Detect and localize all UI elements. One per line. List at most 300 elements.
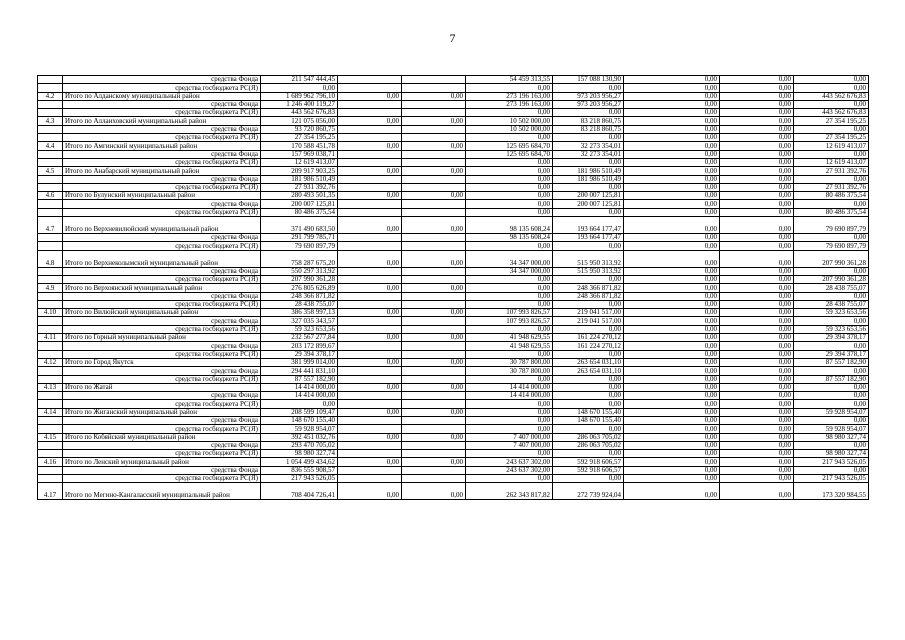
row-number-cell: 4.10 <box>38 309 63 317</box>
column-7-cell: 0,00 <box>720 109 794 117</box>
column-7-cell: 0,00 <box>720 483 794 500</box>
column-2-cell <box>338 183 402 191</box>
column-7-cell: 0,00 <box>720 466 794 474</box>
column-8-cell: 79 690 897,79 <box>794 217 869 234</box>
column-3-cell <box>402 367 466 375</box>
table-row <box>38 150 869 158</box>
column-8-cell: 0,00 <box>794 392 869 400</box>
total-cell: 80 486 375,54 <box>261 208 338 216</box>
column-3-cell <box>402 200 466 208</box>
column-3-cell: 0,00 <box>402 458 466 466</box>
column-6-cell: 0,00 <box>624 175 720 183</box>
total-cell: 1 246 400 119,27 <box>261 100 338 108</box>
table-row <box>38 267 869 275</box>
funding-source-label: средства Фонда <box>63 367 261 375</box>
column-7-cell: 0,00 <box>720 400 794 408</box>
column-5-cell: 0,00 <box>553 350 624 358</box>
column-2-cell <box>338 416 402 424</box>
table-row <box>38 125 869 133</box>
total-cell: 208 599 109,47 <box>261 408 338 416</box>
column-7-cell: 0,00 <box>720 458 794 466</box>
table-row <box>38 392 869 400</box>
column-4-cell: 0,00 <box>466 284 553 292</box>
row-number-cell <box>38 367 63 375</box>
column-6-cell: 0,00 <box>624 450 720 458</box>
column-5-cell: 161 224 270,12 <box>553 342 624 350</box>
column-8-cell: 27 354 195,25 <box>794 117 869 125</box>
funding-source-label: средства Фонда <box>63 200 261 208</box>
column-4-cell: 0,00 <box>466 242 553 250</box>
row-number-cell: 4.3 <box>38 117 63 125</box>
column-8-cell: 80 486 375,54 <box>794 192 869 200</box>
row-number-cell: 4.15 <box>38 433 63 441</box>
total-cell: 276 805 626,89 <box>261 284 338 292</box>
table-row <box>38 466 869 474</box>
column-6-cell: 0,00 <box>624 150 720 158</box>
column-6-cell: 0,00 <box>624 425 720 433</box>
column-7-cell: 0,00 <box>720 250 794 267</box>
total-cell: 59 323 653,56 <box>261 325 338 333</box>
column-8-cell: 173 320 984,55 <box>794 483 869 500</box>
column-4-cell: 54 459 313,55 <box>466 76 553 84</box>
table-row <box>38 375 869 383</box>
column-4-cell: 0,00 <box>466 134 553 142</box>
table-row <box>38 400 869 408</box>
column-2-cell: 0,00 <box>338 142 402 150</box>
column-3-cell: 0,00 <box>402 433 466 441</box>
column-5-cell: 193 664 177,47 <box>553 217 624 234</box>
total-cell: 29 394 378,17 <box>261 350 338 358</box>
column-8-cell: 0,00 <box>794 400 869 408</box>
column-5-cell: 286 063 705,02 <box>553 441 624 449</box>
column-2-cell <box>338 342 402 350</box>
column-3-cell: 0,00 <box>402 142 466 150</box>
total-cell: 708 404 726,41 <box>261 483 338 500</box>
district-total-label: Итого по Аллаиховский муниципальный район <box>63 117 261 125</box>
total-cell: 121 075 056,00 <box>261 117 338 125</box>
column-6-cell: 0,00 <box>624 284 720 292</box>
column-3-cell: 0,00 <box>402 284 466 292</box>
column-6-cell: 0,00 <box>624 325 720 333</box>
column-8-cell: 443 562 676,83 <box>794 92 869 100</box>
column-5-cell: 200 007 125,81 <box>553 192 624 200</box>
column-2-cell: 0,00 <box>338 284 402 292</box>
row-number-cell <box>38 425 63 433</box>
column-7-cell: 0,00 <box>720 134 794 142</box>
column-4-cell: 273 196 163,00 <box>466 92 553 100</box>
funding-table <box>37 75 869 500</box>
column-6-cell: 0,00 <box>624 76 720 84</box>
table-row <box>38 217 869 234</box>
column-4-cell: 98 135 608,24 <box>466 217 553 234</box>
column-5-cell: 219 041 517,00 <box>553 309 624 317</box>
column-5-cell: 515 950 313,92 <box>553 267 624 275</box>
column-6-cell: 0,00 <box>624 317 720 325</box>
table-row <box>38 208 869 216</box>
column-6-cell: 0,00 <box>624 292 720 300</box>
column-8-cell: 0,00 <box>794 84 869 92</box>
column-6-cell: 0,00 <box>624 342 720 350</box>
column-5-cell: 32 273 354,01 <box>553 142 624 150</box>
column-5-cell: 0,00 <box>553 275 624 283</box>
row-number-cell: 4.13 <box>38 383 63 391</box>
total-cell: 157 969 038,71 <box>261 150 338 158</box>
column-8-cell: 0,00 <box>794 416 869 424</box>
row-number-cell <box>38 158 63 166</box>
column-8-cell: 28 438 755,07 <box>794 300 869 308</box>
column-2-cell: 0,00 <box>338 167 402 175</box>
column-4-cell: 107 993 826,57 <box>466 309 553 317</box>
table-row <box>38 242 869 250</box>
column-7-cell: 0,00 <box>720 309 794 317</box>
column-5-cell: 0,00 <box>553 183 624 191</box>
column-2-cell: 0,00 <box>338 483 402 500</box>
column-4-cell: 0,00 <box>466 275 553 283</box>
row-number-cell <box>38 234 63 242</box>
total-cell: 209 917 903,25 <box>261 167 338 175</box>
column-4-cell: 243 637 302,00 <box>466 466 553 474</box>
row-number-cell <box>38 200 63 208</box>
column-4-cell: 243 637 302,00 <box>466 458 553 466</box>
column-3-cell <box>402 441 466 449</box>
column-7-cell: 0,00 <box>720 158 794 166</box>
district-total-label: Итого по Горный муниципальный район <box>63 334 261 342</box>
funding-source-label: средства Фонда <box>63 125 261 133</box>
column-4-cell: 0,00 <box>466 416 553 424</box>
column-7-cell: 0,00 <box>720 275 794 283</box>
column-4-cell: 0,00 <box>466 292 553 300</box>
row-number-cell: 4.17 <box>38 483 63 500</box>
column-5-cell: 263 654 031,10 <box>553 367 624 375</box>
column-8-cell: 0,00 <box>794 150 869 158</box>
column-2-cell <box>338 100 402 108</box>
column-2-cell <box>338 175 402 183</box>
table-row <box>38 342 869 350</box>
column-4-cell: 0,00 <box>466 175 553 183</box>
column-7-cell: 0,00 <box>720 425 794 433</box>
column-8-cell: 28 438 755,07 <box>794 284 869 292</box>
column-6-cell: 0,00 <box>624 134 720 142</box>
column-6-cell: 0,00 <box>624 367 720 375</box>
table-row <box>38 234 869 242</box>
table-row <box>38 483 869 500</box>
column-4-cell: 0,00 <box>466 400 553 408</box>
row-number-cell <box>38 441 63 449</box>
column-3-cell <box>402 84 466 92</box>
column-7-cell: 0,00 <box>720 125 794 133</box>
row-number-cell: 4.6 <box>38 192 63 200</box>
table-row <box>38 158 869 166</box>
table-row <box>38 408 869 416</box>
column-8-cell: 27 931 392,76 <box>794 183 869 191</box>
column-4-cell: 30 787 800,00 <box>466 367 553 375</box>
total-cell: 211 547 444,45 <box>261 76 338 84</box>
total-cell: 12 619 413,07 <box>261 158 338 166</box>
column-5-cell: 248 366 871,82 <box>553 284 624 292</box>
funding-source-label: средства госбюджета РС(Я) <box>63 450 261 458</box>
column-2-cell <box>338 200 402 208</box>
row-number-cell <box>38 275 63 283</box>
table-row <box>38 284 869 292</box>
column-8-cell: 443 562 676,83 <box>794 109 869 117</box>
column-2-cell <box>338 450 402 458</box>
column-5-cell: 592 918 606,57 <box>553 466 624 474</box>
table-row <box>38 117 869 125</box>
column-2-cell <box>338 158 402 166</box>
column-3-cell <box>402 392 466 400</box>
table-row <box>38 167 869 175</box>
funding-source-label: средства Фонда <box>63 175 261 183</box>
table-row <box>38 142 869 150</box>
column-7-cell: 0,00 <box>720 208 794 216</box>
district-total-label: Итого по Верхоянский муниципальный район <box>63 284 261 292</box>
column-3-cell: 0,00 <box>402 117 466 125</box>
row-number-cell <box>38 466 63 474</box>
table-row <box>38 183 869 191</box>
table-row <box>38 300 869 308</box>
total-cell: 79 690 897,79 <box>261 242 338 250</box>
column-6-cell: 0,00 <box>624 234 720 242</box>
column-7-cell: 0,00 <box>720 441 794 449</box>
row-number-cell <box>38 375 63 383</box>
column-7-cell: 0,00 <box>720 200 794 208</box>
total-cell: 836 555 908,57 <box>261 466 338 474</box>
funding-source-label: средства Фонда <box>63 392 261 400</box>
total-cell: 170 588 451,78 <box>261 142 338 150</box>
column-7-cell: 0,00 <box>720 217 794 234</box>
table-row <box>38 200 869 208</box>
column-3-cell <box>402 450 466 458</box>
row-number-cell <box>38 242 63 250</box>
table-row <box>38 416 869 424</box>
column-3-cell <box>402 158 466 166</box>
funding-source-label: средства госбюджета РС(Я) <box>63 325 261 333</box>
row-number-cell: 4.7 <box>38 217 63 234</box>
column-4-cell: 98 135 608,24 <box>466 234 553 242</box>
table-row <box>38 76 869 84</box>
column-4-cell: 41 948 629,55 <box>466 334 553 342</box>
column-5-cell: 148 670 155,40 <box>553 408 624 416</box>
column-4-cell: 262 343 817,82 <box>466 483 553 500</box>
row-number-cell <box>38 450 63 458</box>
funding-source-label: средства Фонда <box>63 342 261 350</box>
row-number-cell <box>38 134 63 142</box>
column-5-cell: 32 273 354,01 <box>553 150 624 158</box>
column-7-cell: 0,00 <box>720 183 794 191</box>
total-cell: 59 928 954,07 <box>261 425 338 433</box>
total-cell: 280 493 501,35 <box>261 192 338 200</box>
column-4-cell: 0,00 <box>466 167 553 175</box>
district-total-label: Итого по Верхнеколымский муниципальный район <box>63 250 261 267</box>
column-8-cell: 207 990 361,28 <box>794 275 869 283</box>
column-5-cell: 0,00 <box>553 475 624 483</box>
funding-source-label: средства Фонда <box>63 292 261 300</box>
funding-source-label: средства госбюджета РС(Я) <box>63 158 261 166</box>
column-8-cell: 27 354 195,25 <box>794 134 869 142</box>
column-2-cell: 0,00 <box>338 92 402 100</box>
total-cell: 181 986 510,49 <box>261 175 338 183</box>
column-2-cell <box>338 400 402 408</box>
column-2-cell: 0,00 <box>338 433 402 441</box>
column-6-cell: 0,00 <box>624 433 720 441</box>
column-2-cell: 0,00 <box>338 250 402 267</box>
column-4-cell: 0,00 <box>466 425 553 433</box>
district-total-label: Итого по Кобяйский муниципальный район <box>63 433 261 441</box>
column-7-cell: 0,00 <box>720 76 794 84</box>
funding-source-label: средства госбюджета РС(Я) <box>63 134 261 142</box>
column-8-cell: 0,00 <box>794 441 869 449</box>
district-total-label: Итого по Булунский муниципальный район <box>63 192 261 200</box>
column-3-cell <box>402 350 466 358</box>
funding-source-label: средства госбюджета РС(Я) <box>63 275 261 283</box>
column-6-cell: 0,00 <box>624 100 720 108</box>
column-2-cell <box>338 300 402 308</box>
column-2-cell: 0,00 <box>338 192 402 200</box>
column-3-cell <box>402 325 466 333</box>
district-total-label: Итого по Ленский муниципальный район <box>63 458 261 466</box>
column-8-cell: 0,00 <box>794 234 869 242</box>
district-total-label: Итого по Жиганский муниципальный район <box>63 408 261 416</box>
column-6-cell: 0,00 <box>624 200 720 208</box>
column-5-cell: 83 218 860,75 <box>553 125 624 133</box>
row-number-cell: 4.16 <box>38 458 63 466</box>
column-5-cell: 0,00 <box>553 383 624 391</box>
district-total-label: Итого по Мегино-Кангаласский муниципальный район <box>63 483 261 500</box>
column-2-cell <box>338 267 402 275</box>
column-4-cell: 14 414 000,00 <box>466 383 553 391</box>
column-6-cell: 0,00 <box>624 167 720 175</box>
column-6-cell: 0,00 <box>624 158 720 166</box>
district-total-label: Итого по Вилюйский муниципальный район <box>63 309 261 317</box>
column-5-cell: 219 041 517,00 <box>553 317 624 325</box>
column-6-cell: 0,00 <box>624 408 720 416</box>
column-2-cell: 0,00 <box>338 117 402 125</box>
column-5-cell: 0,00 <box>553 375 624 383</box>
funding-source-label: средства Фонда <box>63 416 261 424</box>
column-7-cell: 0,00 <box>720 284 794 292</box>
column-8-cell: 12 619 413,07 <box>794 142 869 150</box>
column-8-cell: 29 394 378,17 <box>794 334 869 342</box>
total-cell: 443 562 676,83 <box>261 109 338 117</box>
column-3-cell <box>402 300 466 308</box>
column-6-cell: 0,00 <box>624 275 720 283</box>
row-number-cell <box>38 125 63 133</box>
row-number-cell: 4.2 <box>38 92 63 100</box>
column-3-cell: 0,00 <box>402 383 466 391</box>
column-5-cell: 0,00 <box>553 134 624 142</box>
column-5-cell: 286 063 705,02 <box>553 433 624 441</box>
column-4-cell: 0,00 <box>466 408 553 416</box>
column-7-cell: 0,00 <box>720 350 794 358</box>
total-cell: 217 943 526,05 <box>261 475 338 483</box>
funding-source-label: средства госбюджета РС(Я) <box>63 84 261 92</box>
column-3-cell <box>402 400 466 408</box>
column-3-cell: 0,00 <box>402 408 466 416</box>
column-4-cell: 10 502 000,00 <box>466 125 553 133</box>
column-4-cell: 0,00 <box>466 84 553 92</box>
total-cell: 14 414 000,00 <box>261 392 338 400</box>
funding-source-label: средства Фонда <box>63 234 261 242</box>
table-row <box>38 134 869 142</box>
column-4-cell: 0,00 <box>466 450 553 458</box>
column-3-cell <box>402 208 466 216</box>
column-7-cell: 0,00 <box>720 317 794 325</box>
column-7-cell: 0,00 <box>720 150 794 158</box>
column-2-cell <box>338 242 402 250</box>
column-2-cell <box>338 392 402 400</box>
column-6-cell: 0,00 <box>624 466 720 474</box>
column-7-cell: 0,00 <box>720 292 794 300</box>
table-row <box>38 441 869 449</box>
column-8-cell: 0,00 <box>794 200 869 208</box>
column-8-cell: 59 928 954,07 <box>794 408 869 416</box>
column-7-cell: 0,00 <box>720 375 794 383</box>
column-7-cell: 0,00 <box>720 100 794 108</box>
column-5-cell: 0,00 <box>553 84 624 92</box>
table-row <box>38 325 869 333</box>
column-7-cell: 0,00 <box>720 450 794 458</box>
total-cell: 758 287 675,20 <box>261 250 338 267</box>
table-row <box>38 317 869 325</box>
column-3-cell <box>402 134 466 142</box>
column-4-cell: 0,00 <box>466 109 553 117</box>
district-total-label: Итого по Анабарский муниципальный район <box>63 167 261 175</box>
table-row <box>38 433 869 441</box>
district-total-label: Итого по Амгинский муниципальный район <box>63 142 261 150</box>
column-3-cell <box>402 375 466 383</box>
column-2-cell <box>338 134 402 142</box>
column-4-cell: 0,00 <box>466 375 553 383</box>
row-number-cell <box>38 267 63 275</box>
column-3-cell: 0,00 <box>402 167 466 175</box>
column-2-cell <box>338 441 402 449</box>
row-number-cell <box>38 400 63 408</box>
funding-source-label: средства госбюджета РС(Я) <box>63 109 261 117</box>
total-cell: 200 007 125,81 <box>261 200 338 208</box>
funding-source-label: средства госбюджета РС(Я) <box>63 350 261 358</box>
column-4-cell: 0,00 <box>466 475 553 483</box>
total-cell: 293 470 705,02 <box>261 441 338 449</box>
column-3-cell <box>402 242 466 250</box>
total-cell: 371 490 683,50 <box>261 217 338 234</box>
column-7-cell: 0,00 <box>720 234 794 242</box>
total-cell: 294 441 831,10 <box>261 367 338 375</box>
column-8-cell: 0,00 <box>794 317 869 325</box>
total-cell: 28 438 755,07 <box>261 300 338 308</box>
row-number-cell: 4.11 <box>38 334 63 342</box>
column-4-cell: 7 407 000,00 <box>466 433 553 441</box>
column-5-cell: 0,00 <box>553 109 624 117</box>
column-8-cell: 0,00 <box>794 125 869 133</box>
column-8-cell: 12 619 413,07 <box>794 158 869 166</box>
column-5-cell: 0,00 <box>553 392 624 400</box>
row-number-cell <box>38 76 63 84</box>
column-5-cell: 263 654 031,10 <box>553 358 624 366</box>
total-cell: 93 720 860,75 <box>261 125 338 133</box>
table-row <box>38 175 869 183</box>
column-3-cell: 0,00 <box>402 250 466 267</box>
row-number-cell: 4.4 <box>38 142 63 150</box>
column-5-cell: 161 224 270,12 <box>553 334 624 342</box>
column-8-cell: 217 943 526,05 <box>794 458 869 466</box>
column-4-cell: 14 414 000,00 <box>466 392 553 400</box>
column-8-cell: 217 943 526,05 <box>794 475 869 483</box>
column-4-cell: 0,00 <box>466 192 553 200</box>
table-row <box>38 334 869 342</box>
column-7-cell: 0,00 <box>720 383 794 391</box>
column-7-cell: 0,00 <box>720 334 794 342</box>
total-cell: 381 999 014,00 <box>261 358 338 366</box>
